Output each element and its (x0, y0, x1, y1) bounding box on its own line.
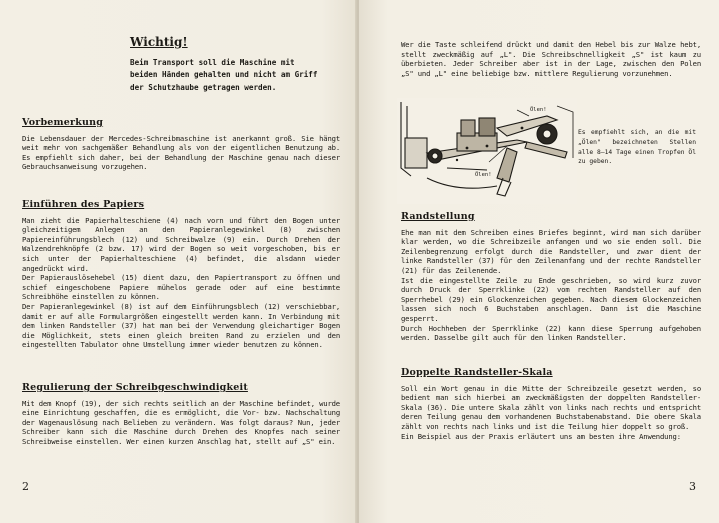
paragraph: Der Papieranlegewinkel (8) ist auf dem Einführungsblech (12) verschiebbar, damit er auf alle Formulargrößen eingestellt werden kann. In Verbindung mit dem linken Randsteller (37) hat man bei der Verwendung gleichartiger Bogen die Möglichkeit, stets einen gleich breiten Rand zu erzielen und den eingestellten Tabulator ohne Umstellung immer wieder benutzen zu können. (22, 301, 340, 350)
section-papier (22, 200, 340, 350)
typewriter-mechanism-illustration (397, 98, 577, 204)
oil-label-top: Ölen! (530, 107, 547, 113)
section-schreibgeschwindigkeit (22, 383, 340, 447)
left-page (0, 0, 357, 523)
paragraph: Ein Beispiel aus der Praxis erläutert uns am besten ihre Anwendung: (401, 431, 681, 441)
paragraph: Man zieht die Papierhalteschiene (4) nach vorn und führt den Bogen unter gleichzeitigem Anlegen an den Papieranlegewinkel (8) zwischen Papiereinführungsblech (12) und Schreibwalze (9) ein. Durch Drehen der Walzendrehknöpfe (2 bzw. 17) wird der Bogen so weit vorgeschoben, bis er sich unter der Papierhalteschiene (4) befindet, die alsdann wieder angedrückt wird. (22, 215, 340, 273)
section-heading: Randstellung (401, 211, 475, 222)
section-randsteller-skala (401, 368, 701, 441)
warning-text: Beim Transport soll die Maschine mit beiden Händen gehalten und nicht am Griff der Schutzhaube getragen werden. (130, 58, 318, 92)
paragraph: Die Lebensdauer der Mercedes-Schreibmaschine ist anerkannt groß. Sie hängt weit mehr von sachgemäßer Behandlung als von der eigentlichen Benutzung ab. Es empfiehlt sich daher, bei der Behandlung der Maschine genau nach dieser Gebrauchsanweisung vorzugehen. (22, 133, 340, 172)
section-heading: Regulierung der Schreibgeschwindigkeit (22, 382, 248, 393)
paragraph: Ehe man mit dem Schreiben eines Briefes beginnt, wird man sich darüber klar werden, wo die Schreibzeile anfangen und wo sie enden soll. Die Zeilenbegrenzung erfolgt durch die Randsteller, und zwar dient der linke Randsteller (37) für den Zeilenanfang und der rechte Randsteller (21) für das Zeilenende. (401, 227, 701, 275)
section-vorbemerkung (22, 118, 340, 172)
page-number-right: 3 (689, 480, 696, 493)
oil-label-bottom: Ölen! (475, 172, 492, 178)
right-page (359, 0, 719, 523)
warning-title: Wichtig! (130, 35, 188, 49)
section-heading: Vorbemerkung (22, 117, 104, 128)
intro-paragraph: Wer die Taste schleifend drückt und damit den Hebel bis zur Walze hebt, stellt zweckmäßig auf „L". Die Schreibschnelligkeit „S" ist kaum zu überbieten. Jeder Schreiber aber ist in der Lage, zwischen den Polen „S" und „L" eine beliebige bzw. mittlere Regulierung vorzunehmen. (401, 40, 701, 78)
section-randstellung (401, 212, 701, 343)
section-heading: Doppelte Randsteller-Skala (401, 367, 553, 378)
paragraph: Mit dem Knopf (19), der sich rechts seitlich an der Maschine befindet, wurde eine Einrichtung geschaffen, die es ermöglicht, die Vor- bzw. Nachschaltung der Wagenauslösung nach Belieben zu verändern. Was folgt daraus? Nun, jeder Schreiber kann sich die Maschine durch Drehen des Knopfes nach seiner Schreibweise einstellen. Wer einen kurzen Anschlag hat, stellt auf „S" ein. (22, 398, 340, 446)
paragraph: Der Papierauslösehebel (15) dient dazu, den Papiertransport zu öffnen und schief eingeschobene Papiere mühelos gerade oder auf eine bestimmte Schreibhöhe einstellen zu können. (22, 273, 340, 302)
figure-caption: Es empfiehlt sich, an die mit „Ölen" bezeichneten Stellen alle 8—14 Tage einen Tropfen Öl zu geben. (578, 129, 696, 166)
paragraph: Durch Hochheben der Sperrklinke (22) kann diese Sperrung aufgehoben werden. Dasselbe gilt auch für den linken Randsteller. (401, 323, 701, 343)
paragraph: Soll ein Wort genau in die Mitte der Schreibzeile gesetzt werden, so bedient man sich hierbei am zweckmäßigsten der doppelten Randsteller-Skala (36). Die untere Skala zählt von links nach rechts und entspricht deren Teilung genau dem vorhandenen Buchstabenabstand. Die obere Skala zählt von rechts nach links und ist die Teilung hier doppelt so groß. (401, 383, 701, 431)
paragraph: Ist die eingestellte Zeile zu Ende geschrieben, so wird kurz zuvor durch Druck der Sperrklinke (22) vom rechten Randsteller auf den Sperrhebel (29) ein Glockenzeichen gegeben. Nach diesem Glockenzeichen lassen sich noch 6 Buchstaben anschlagen. Dann ist die Maschine gesperrt. (401, 275, 701, 323)
section-heading: Einführen des Papiers (22, 199, 145, 210)
page-number-left: 2 (22, 480, 29, 493)
